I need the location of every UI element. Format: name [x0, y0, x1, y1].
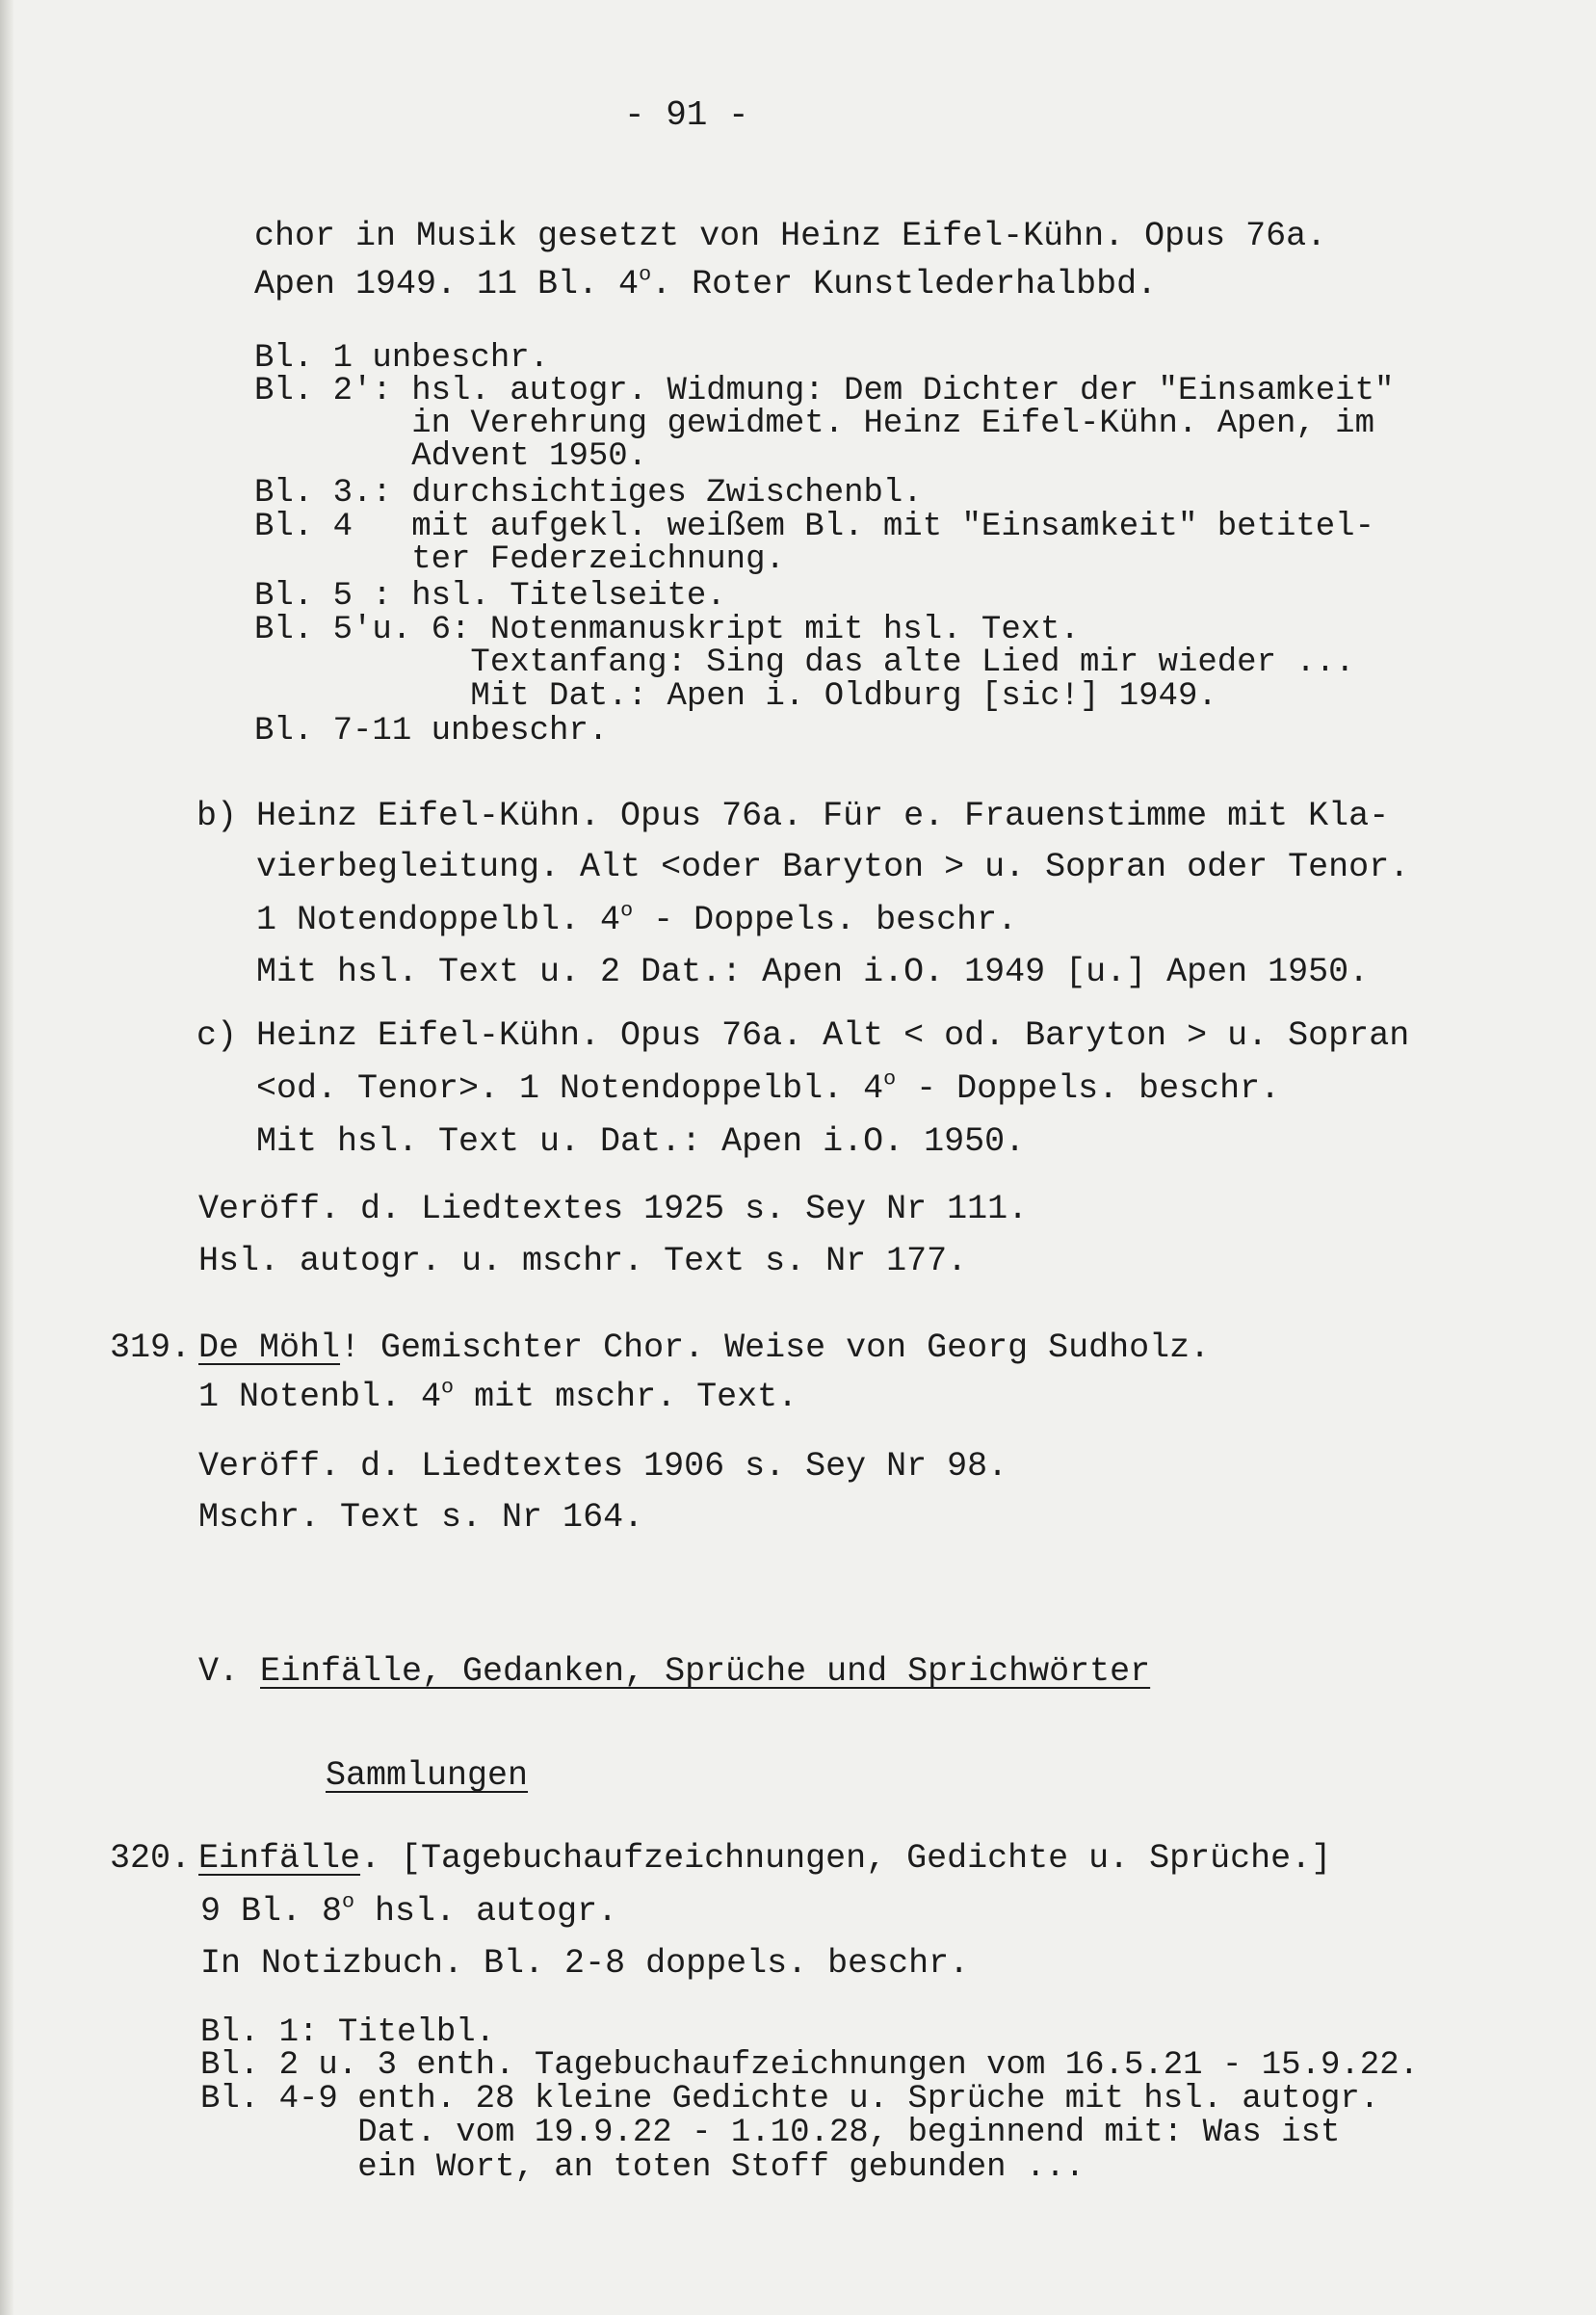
leaf-line: Advent 1950.	[254, 438, 648, 475]
page-number: - 91 -	[624, 95, 749, 135]
entry-number: 319.	[110, 1328, 192, 1367]
entry-heading: Einfälle. [Tagebuchaufzeichnungen, Gedichte u. Sprüche.]	[198, 1839, 1332, 1878]
text-line: chor in Musik gesetzt von Heinz Eifel-Kühn. Opus 76a.	[254, 217, 1327, 255]
leaf-line: Bl. 5'u. 6: Notenmanuskript mit hsl. Text.	[254, 612, 1080, 648]
text-line: Mit hsl. Text u. Dat.: Apen i.O. 1950.	[256, 1122, 1026, 1161]
leaf-line: Textanfang: Sing das alte Lied mir wieder ...	[254, 645, 1355, 681]
entry-heading: De Möhl! Gemischter Chor. Weise von Georg Sudholz.	[198, 1328, 1211, 1367]
leaf-line: Bl. 4-9 enth. 28 kleine Gedichte u. Sprüche mit hsl. autogr.	[200, 2081, 1380, 2118]
text-line: In Notizbuch. Bl. 2-8 doppels. beschr.	[200, 1944, 970, 1983]
section-title: Einfälle, Gedanken, Sprüche und Sprichwörter	[260, 1652, 1151, 1691]
leaf-line: Bl. 2': hsl. autogr. Widmung: Dem Dichter der "Einsamkeit"	[254, 373, 1395, 409]
leaf-line: Mit Dat.: Apen i. Oldburg [sic!] 1949.	[254, 678, 1217, 715]
leaf-line: ter Federzeichnung.	[254, 541, 785, 578]
text-line: 1 Notendoppelbl. 4$^o$ - Doppels. beschr.	[256, 898, 1018, 939]
item-label: b)	[196, 797, 238, 835]
text-line: Mit hsl. Text u. 2 Dat.: Apen i.O. 1949 [u.] Apen 1950.	[256, 953, 1370, 991]
section-subtitle: Sammlungen	[326, 1756, 529, 1795]
leaf-line: Bl. 7-11 unbeschr.	[254, 713, 609, 750]
leaf-line: ein Wort, an toten Stoff gebunden ...	[200, 2149, 1086, 2186]
section-numeral: V.	[198, 1652, 240, 1691]
text-line: vierbegleitung. Alt <oder Baryton > u. Sopran oder Tenor.	[256, 848, 1410, 886]
page-edge-shadow	[0, 0, 13, 2315]
leaf-line: Bl. 1 unbeschr.	[254, 340, 550, 377]
item-label: c)	[196, 1016, 238, 1055]
text-line: 9 Bl. 8$^o$ hsl. autogr.	[200, 1889, 618, 1931]
text-line: <od. Tenor>. 1 Notendoppelbl. 4$^o$ - Doppels. beschr.	[256, 1066, 1281, 1108]
reference-line: Veröff. d. Liedtextes 1906 s. Sey Nr 98.	[198, 1447, 1008, 1486]
leaf-line: Bl. 5 : hsl. Titelseite.	[254, 578, 726, 615]
reference-line: Hsl. autogr. u. mschr. Text s. Nr 177.	[198, 1242, 968, 1280]
leaf-line: in Verehrung gewidmet. Heinz Eifel-Kühn. Apen, im	[254, 406, 1374, 442]
text-line: Heinz Eifel-Kühn. Opus 76a. Alt < od. Baryton > u. Sopran	[256, 1016, 1410, 1055]
leaf-line: Bl. 3.: durchsichtiges Zwischenbl.	[254, 475, 923, 512]
reference-line: Mschr. Text s. Nr 164.	[198, 1498, 644, 1537]
text-line: Apen 1949. 11 Bl. 4$^o$. Roter Kunstlederhalbbd.	[254, 262, 1158, 303]
leaf-line: Dat. vom 19.9.22 - 1.10.28, beginnend mit: Was ist	[200, 2115, 1341, 2151]
leaf-line: Bl. 1: Titelbl.	[200, 2014, 496, 2051]
leaf-line: Bl. 2 u. 3 enth. Tagebuchaufzeichnungen vom 16.5.21 - 15.9.22.	[200, 2047, 1420, 2084]
reference-line: Veröff. d. Liedtextes 1925 s. Sey Nr 111.	[198, 1190, 1029, 1228]
text-line: Heinz Eifel-Kühn. Opus 76a. Für e. Frauenstimme mit Kla-	[256, 797, 1390, 835]
leaf-line: Bl. 4 mit aufgekl. weißem Bl. mit "Einsamkeit" betitel-	[254, 509, 1374, 545]
text-line: 1 Notenbl. 4$^o$ mit mschr. Text.	[198, 1375, 798, 1416]
entry-number: 320.	[110, 1839, 192, 1878]
